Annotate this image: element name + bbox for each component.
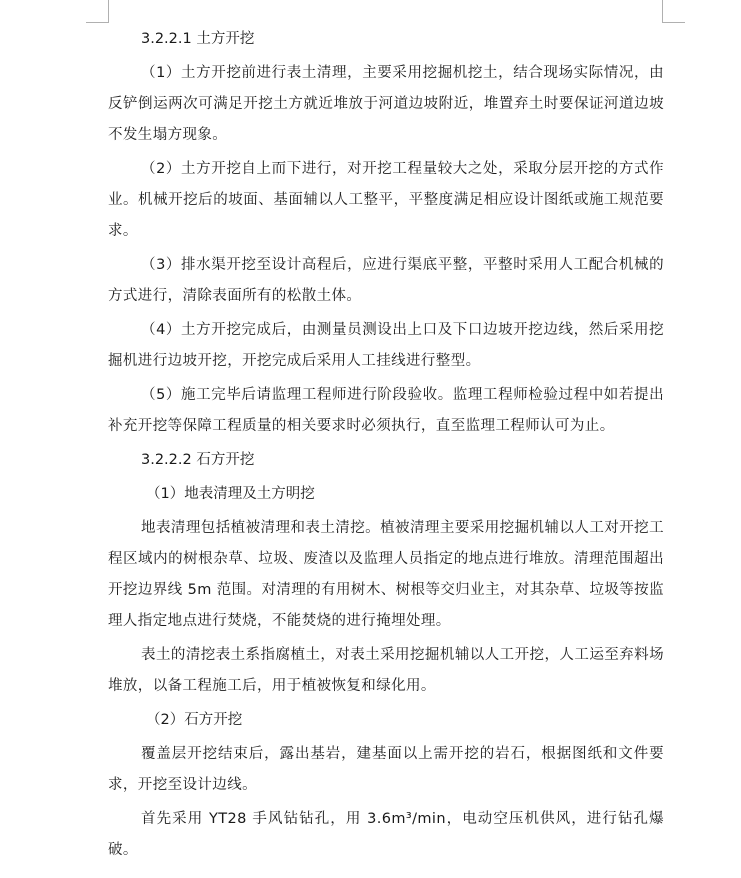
paragraph: （5）施工完毕后请监理工程师进行阶段验收。监理工程师检验过程中如若提出补充开挖等保障工程质量的相关要求时必须执行，直至监理工程师认可为止。	[108, 387, 664, 434]
section-heading: 3.2.2.1 土方开挖	[141, 31, 255, 47]
section-heading: 3.2.2.2 石方开挖	[141, 452, 255, 468]
paragraph: （3）排水渠开挖至设计高程后，应进行渠底平整，平整时采用人工配合机械的方式进行，清除表面所有的松散土体。	[108, 257, 664, 304]
crop-mark-top-left	[86, 0, 109, 23]
paragraph: （4）土方开挖完成后，由测量员测设出上口及下口边坡开挖边线，然后采用挖掘机进行边坡开挖，开挖完成后采用人工挂线进行整型。	[108, 322, 664, 369]
paragraph: （2）土方开挖自上而下进行，对开挖工程量较大之处，采取分层开挖的方式作业。机械开挖后的坡面、基面辅以人工整平，平整度满足相应设计图纸或施工规范要求。	[108, 161, 664, 239]
paragraph: 地表清理包括植被清理和表土清挖。植被清理主要采用挖掘机辅以人工对开挖工程区域内的树根杂草、垃圾、废渣以及监理人员指定的地点进行堆放。清理范围超出开挖边界线 5m 范围。对清理的有用树木、树根等交归业主，对其杂草、垃圾等按监理人指定地点进行焚烧，不能焚烧的进行掩埋处理。	[108, 520, 664, 629]
paragraph: （1）土方开挖前进行表土清理，主要采用挖掘机挖土，结合现场实际情况，由反铲倒运两次可满足开挖土方就近堆放于河道边坡附近，堆置弃土时要保证河道边坡不发生塌方现象。	[108, 65, 664, 143]
subsection-title: （2）石方开挖	[146, 712, 243, 728]
paragraph: 覆盖层开挖结束后，露出基岩，建基面以上需开挖的岩石，根据图纸和文件要求，开挖至设计边线。	[108, 746, 664, 793]
crop-mark-top-right	[662, 0, 685, 23]
paragraph: 表土的清挖表土系指腐植土，对表土采用挖掘机辅以人工开挖，人工运至弃料场堆放，以备工程施工后，用于植被恢复和绿化用。	[108, 647, 664, 694]
document-body	[108, 24, 664, 866]
subsection-title: （1）地表清理及土方明挖	[146, 486, 315, 502]
paragraph: 首先采用 YT28 手风钻钻孔，用 3.6m³/min，电动空压机供风，进行钻孔爆破。	[108, 811, 664, 858]
